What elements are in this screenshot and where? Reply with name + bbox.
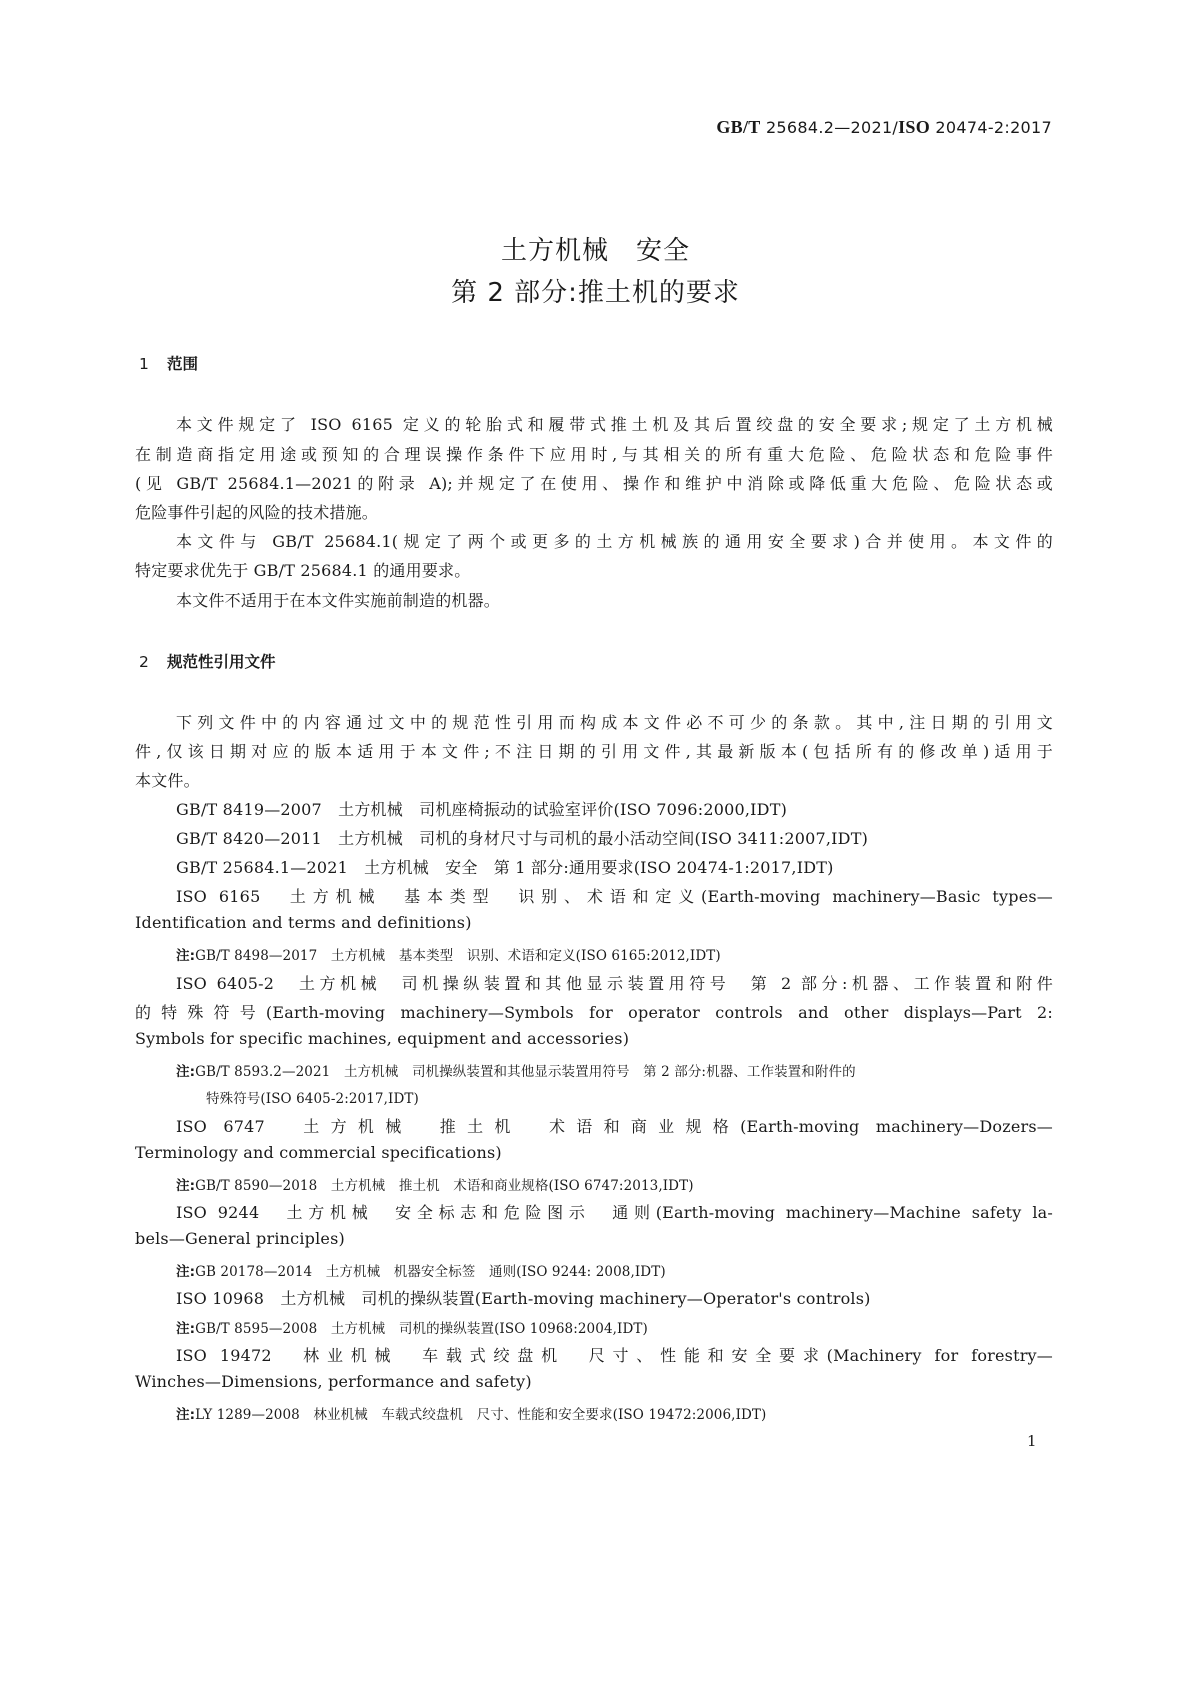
document-title: 土方机械 安全 (500, 236, 690, 266)
reference-item: ISO 6165 土方机械 基本类型 识别、术语和定义(Earth-moving machinery—Basic types— (176, 887, 1053, 906)
reference-item: ISO 6747 土方机械 推土机 术语和商业规格(Earth-moving machinery—Dozers— (176, 1117, 1053, 1136)
iso-prefix: ISO (898, 117, 931, 137)
paragraph-line: 在制造商指定用途或预知的合理误操作条件下应用时,与其相关的所有重大危险、危险状态和危险事件 (135, 445, 1053, 464)
note-label: 注: (176, 1321, 196, 1337)
note-text: GB/T 8498—2017 土方机械 基本类型 识别、术语和定义(ISO 6165:2012,IDT) (195, 948, 721, 964)
paragraph-line: 本文件。 (135, 771, 200, 790)
paragraph-line: 本文件与 GB/T 25684.1(规定了两个或更多的土方机械族的通用安全要求)合并使用。本文件的 (176, 532, 1053, 551)
reference-item-continued: Identification and terms and definitions) (135, 913, 472, 932)
paragraph-line: 特定要求优先于 GB/T 25684.1 的通用要求。 (135, 561, 471, 580)
page-header (716, 117, 1052, 138)
note-label: 注: (176, 1064, 196, 1080)
page-number: 1 (1027, 1432, 1037, 1450)
note-text: GB/T 8590—2018 土方机械 推土机 术语和商业规格(ISO 6747:2013,IDT) (195, 1178, 694, 1194)
section-title: 规范性引用文件 (167, 653, 276, 671)
paragraph-line: 危险事件引起的风险的技术措施。 (135, 503, 379, 522)
note-text: LY 1289—2008 林业机械 车载式绞盘机 尺寸、性能和安全要求(ISO 19472:2006,IDT) (195, 1407, 767, 1423)
reference-item: ISO 19472 林业机械 车载式绞盘机 尺寸、性能和安全要求(Machinery for forestry— (176, 1346, 1053, 1365)
note-label: 注: (176, 1407, 196, 1423)
paragraph-line: 下列文件中的内容通过文中的规范性引用而构成本文件必不可少的条款。其中,注日期的引用文 (176, 713, 1053, 732)
paragraph-line: 本文件规定了 ISO 6165 定义的轮胎式和履带式推土机及其后置绞盘的安全要求;规定了土方机械 (176, 415, 1053, 434)
standard-prefix: GB/T (716, 117, 761, 137)
reference-item-continued: 的特殊符号(Earth-moving machinery—Symbols for operator controls and other displays—Part 2: (135, 1003, 1053, 1022)
reference-item: ISO 10968 土方机械 司机的操纵装置(Earth-moving machinery—Operator's controls) (176, 1289, 871, 1308)
section-heading-scope (139, 352, 198, 374)
reference-item: GB/T 8419—2007 土方机械 司机座椅振动的试验室评价(ISO 7096:2000,IDT) (176, 800, 788, 819)
note-text: GB/T 8593.2—2021 土方机械 司机操纵装置和其他显示装置用符号 第 2 部分:机器、工作装置和附件的 (195, 1064, 856, 1080)
reference-item-continued: Terminology and commercial specifications) (135, 1143, 502, 1162)
reference-note (176, 1174, 694, 1194)
note-label: 注: (176, 1264, 196, 1280)
document-subtitle: 第 2 部分:推土机的要求 (451, 278, 740, 308)
reference-item: ISO 9244 土方机械 安全标志和危险图示 通则(Earth-moving machinery—Machine safety la- (176, 1203, 1053, 1222)
reference-item: GB/T 25684.1—2021 土方机械 安全 第 1 部分:通用要求(ISO 20474-1:2017,IDT) (176, 858, 834, 877)
reference-item: GB/T 8420—2011 土方机械 司机的身材尺寸与司机的最小活动空间(ISO 3411:2007,IDT) (176, 829, 869, 848)
paragraph-line: 本文件不适用于在本文件实施前制造的机器。 (176, 591, 501, 610)
reference-item-continued: bels—General principles) (135, 1229, 345, 1248)
reference-note-continued: 特殊符号(ISO 6405-2:2017,IDT) (206, 1091, 419, 1107)
note-text: GB/T 8595—2008 土方机械 司机的操纵装置(ISO 10968:2004,IDT) (195, 1321, 648, 1337)
section-number: 2 (139, 653, 149, 671)
section-number: 1 (139, 355, 149, 373)
reference-item: ISO 6405-2 土方机械 司机操纵装置和其他显示装置用符号 第 2 部分:机器、工作装置和附件 (176, 974, 1053, 993)
note-label: 注: (176, 1178, 196, 1194)
reference-note (176, 1260, 666, 1280)
standard-number: 25684.2—2021/ (760, 118, 899, 137)
reference-note (176, 1060, 856, 1080)
paragraph-line: 件,仅该日期对应的版本适用于本文件;不注日期的引用文件,其最新版本(包括所有的修改单)适用于 (135, 742, 1053, 761)
reference-note (176, 1403, 766, 1423)
reference-item-continued: Symbols for specific machines, equipment and accessories) (135, 1029, 630, 1048)
section-title: 范围 (167, 355, 199, 373)
note-label: 注: (176, 948, 196, 964)
iso-number: 20474-2:2017 (930, 118, 1052, 137)
note-text: GB 20178—2014 土方机械 机器安全标签 通则(ISO 9244: 2008,IDT) (195, 1264, 666, 1280)
reference-note (176, 1317, 648, 1337)
reference-note (176, 944, 721, 964)
section-heading-normative-references (139, 650, 276, 672)
paragraph-line: (见 GB/T 25684.1—2021的附录 A);并规定了在使用、操作和维护中消除或降低重大危险、危险状态或 (135, 474, 1053, 493)
reference-item-continued: Winches—Dimensions, performance and safety) (135, 1372, 532, 1391)
